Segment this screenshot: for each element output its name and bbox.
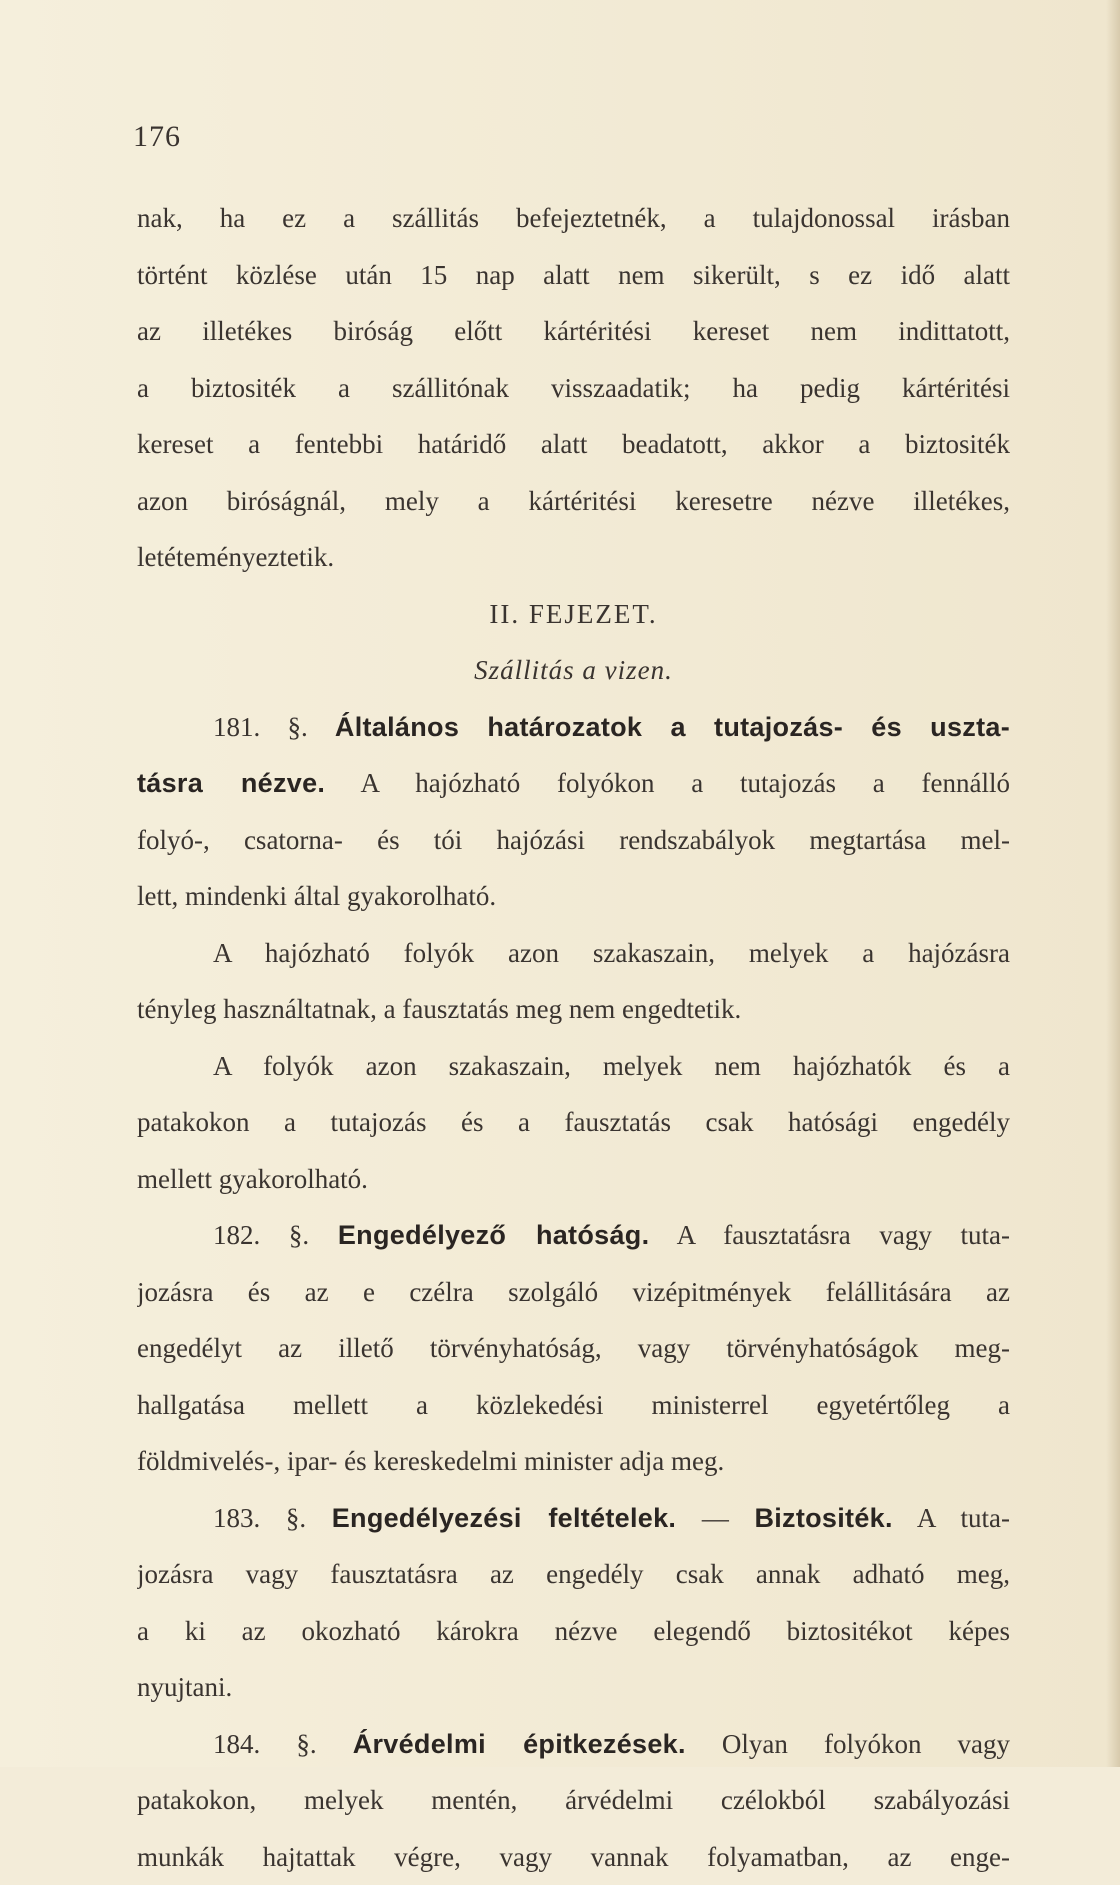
text-line: hallgatása mellett a közlekedési ministerrel egyetértőleg a [137, 1377, 1010, 1434]
text-line: jozásra vagy fausztatásra az engedély csak annak adható meg, [137, 1546, 1010, 1603]
text-line: nyujtani. [137, 1659, 1010, 1716]
text-line: folyó-, csatorna- és tói hajózási rendszabályok megtartása mel- [137, 812, 1010, 869]
section-number: 184. §. [213, 1729, 317, 1759]
section-183-title-line [137, 1490, 1010, 1547]
text-line: A folyók azon szakaszain, melyek nem hajózhatók és a [137, 1038, 1010, 1095]
text-line: nak, ha ez a szállitás befejeztetnék, a tulajdonossal irásban [137, 190, 1010, 247]
text-line: lett, mindenki által gyakorolható. [137, 868, 1010, 925]
page-body [137, 190, 1010, 1885]
section-181-title-line [137, 699, 1010, 756]
section-title: Általános határozatok a tutajozás- és uszta- [335, 712, 1010, 742]
section-184-title-line [137, 1716, 1010, 1773]
text-line: mellett gyakorolható. [137, 1151, 1010, 1208]
text-line: jozásra és az e czélra szolgáló vizépitmények felállitására az [137, 1264, 1010, 1321]
text-line: a ki az okozható károkra nézve elegendő biztositékot képes [137, 1603, 1010, 1660]
text-line: letéteményeztetik. [137, 529, 1010, 586]
section-title: Engedélyező hatóság. [338, 1220, 650, 1250]
text-line: azon biróságnál, mely a kártéritési keresetre nézve illetékes, [137, 473, 1010, 530]
text-fragment: A hajózható folyókon a tutajozás a fennálló [361, 768, 1010, 798]
section-title: Biztositék. [754, 1503, 892, 1533]
text-fragment: Olyan folyókon vagy [722, 1729, 1010, 1759]
text-line: patakokon a tutajozás és a fausztatás csak hatósági engedély [137, 1094, 1010, 1151]
section-number: 181. §. [213, 712, 308, 742]
text-line: történt közlése után 15 nap alatt nem sikerült, s ez idő alatt [137, 247, 1010, 304]
chapter-subtitle: Szállitás a vizen. [137, 642, 1010, 699]
text-line: kereset a fentebbi határidő alatt beadatott, akkor a biztositék [137, 416, 1010, 473]
section-title: Árvédelmi épitkezések. [353, 1729, 686, 1759]
em-dash: — [702, 1503, 729, 1533]
text-line: patakokon, melyek mentén, árvédelmi czélokból szabályozási [137, 1772, 1010, 1829]
page-edge-shadow [1106, 0, 1120, 1767]
section-number: 183. §. [213, 1503, 306, 1533]
section-title: Engedélyezési feltételek. [332, 1503, 677, 1533]
text-line: az illetékes biróság előtt kártéritési kereset nem indittatott, [137, 303, 1010, 360]
text-line [137, 755, 1010, 812]
text-line: A hajózható folyók azon szakaszain, melyek a hajózásra [137, 925, 1010, 982]
section-title: tásra nézve. [137, 768, 325, 798]
chapter-heading: II. FEJEZET. [137, 586, 1010, 643]
text-line: engedélyt az illető törvényhatóság, vagy törvényhatóságok meg- [137, 1320, 1010, 1377]
text-line: munkák hajtattak végre, vagy vannak folyamatban, az enge- [137, 1829, 1010, 1885]
text-line: tényleg használtatnak, a fausztatás meg nem engedtetik. [137, 981, 1010, 1038]
text-line: a biztositék a szállitónak visszaadatik; ha pedig kártéritési [137, 360, 1010, 417]
section-number: 182. §. [213, 1220, 309, 1250]
text-fragment: A fausztatásra vagy tuta- [677, 1220, 1010, 1250]
text-line: földmivelés-, ipar- és kereskedelmi minister adja meg. [137, 1433, 1010, 1490]
section-182-title-line [137, 1207, 1010, 1264]
page-number: 176 [133, 120, 181, 154]
text-fragment: A tuta- [917, 1503, 1010, 1533]
